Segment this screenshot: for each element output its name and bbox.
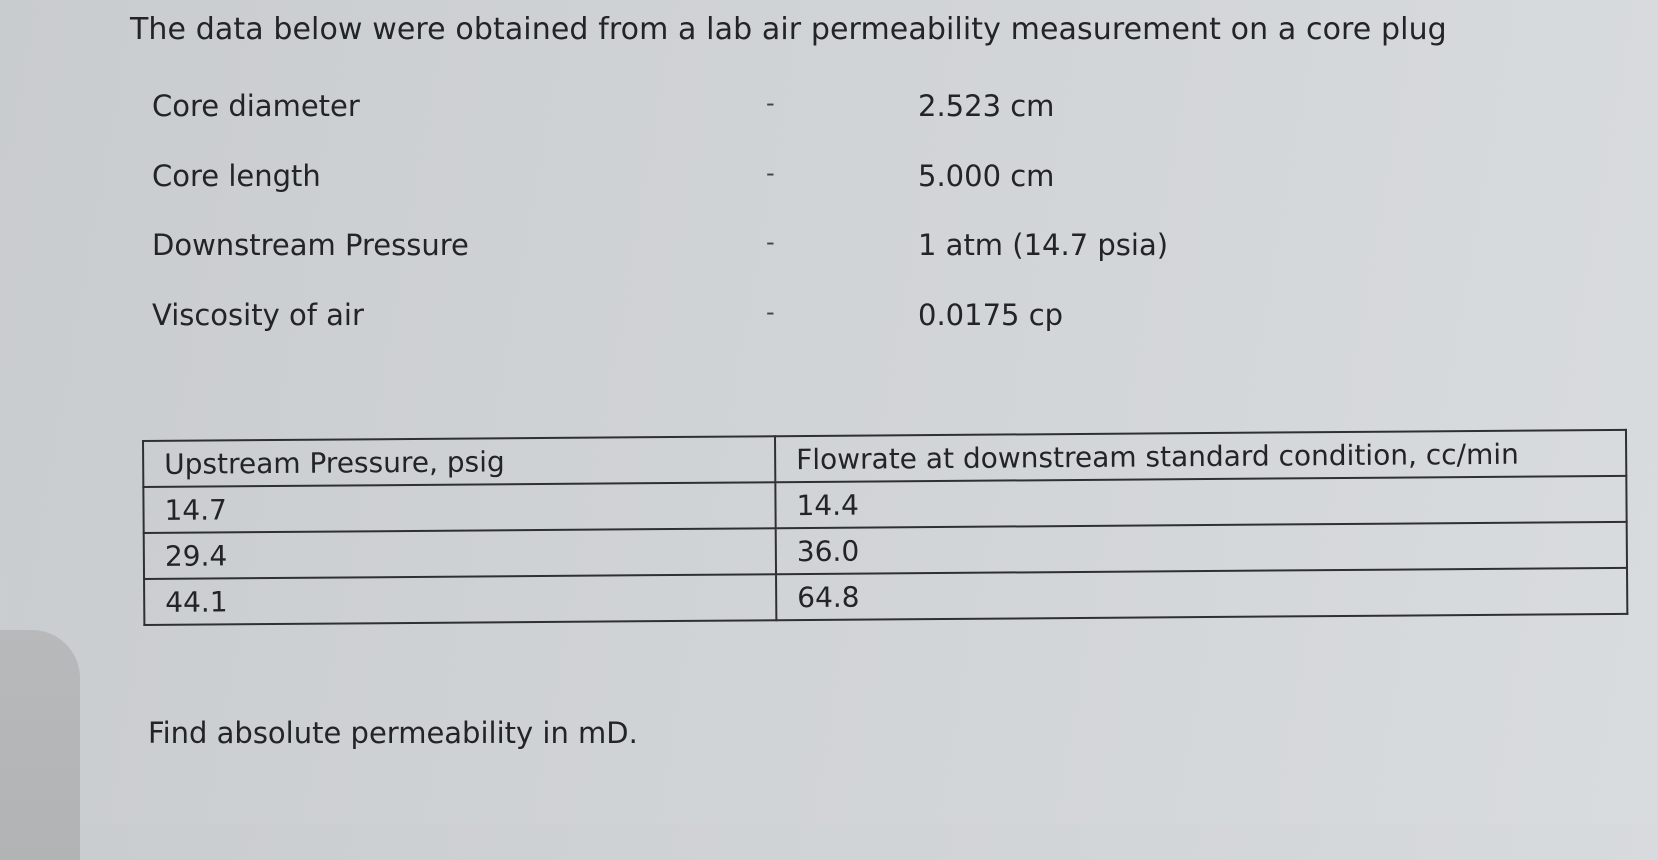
- param-row-core-length: [0, 159, 1658, 203]
- table-cell: 14.7: [143, 482, 775, 533]
- param-separator: -: [766, 89, 775, 117]
- param-label: Core diameter: [152, 89, 360, 123]
- table-cell: 36.0: [776, 522, 1627, 574]
- param-value: 5.000 cm: [918, 159, 1055, 193]
- param-row-downstream-pressure: [0, 228, 1658, 272]
- pressure-flowrate-table: [142, 429, 1628, 626]
- param-separator: -: [766, 298, 775, 326]
- table-cell: 14.4: [775, 476, 1626, 528]
- table-header-cell: Flowrate at downstream standard condition, cc/min: [775, 430, 1626, 482]
- table-cell: 29.4: [144, 528, 776, 579]
- intro-text: The data below were obtained from a lab air permeability measurement on a core plug: [130, 12, 1447, 47]
- table-header-cell: Upstream Pressure, psig: [143, 436, 775, 487]
- param-row-viscosity: [0, 298, 1658, 342]
- param-label: Viscosity of air: [152, 298, 364, 332]
- param-separator: -: [766, 159, 775, 187]
- finger-shadow: [0, 630, 80, 860]
- table-row: [144, 568, 1627, 625]
- table-cell: 44.1: [144, 574, 776, 625]
- param-separator: -: [766, 228, 775, 256]
- param-value: 2.523 cm: [918, 89, 1055, 123]
- param-label: Downstream Pressure: [152, 228, 469, 262]
- param-row-core-diameter: [0, 89, 1658, 133]
- param-label: Core length: [152, 159, 321, 193]
- param-value: 0.0175 cp: [918, 298, 1064, 332]
- param-value: 1 atm (14.7 psia): [918, 228, 1169, 262]
- question-text: Find absolute permeability in mD.: [148, 716, 638, 750]
- table-cell: 64.8: [776, 568, 1627, 620]
